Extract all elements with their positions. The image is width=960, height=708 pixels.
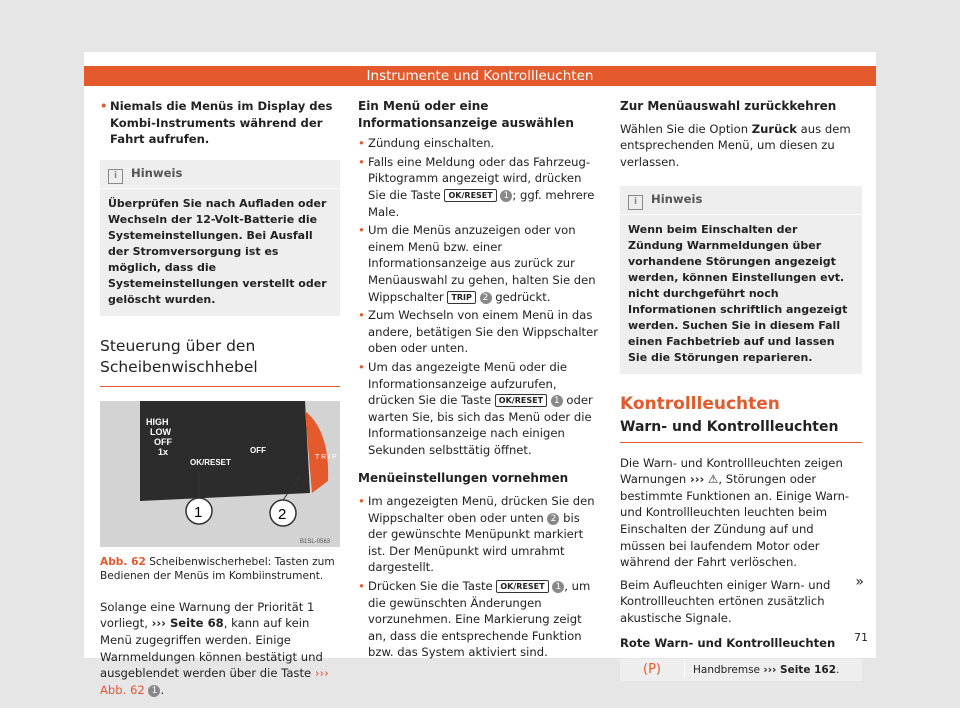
section-subtitle: Warn- und Kontrollleuchten	[620, 419, 862, 443]
note-body: Überprüfen Sie nach Aufladen oder Wechseln der 12-Volt-Batterie die Systemeinstellungen. Bei Ausfall der Stromversorgung ist es möglich, dass die Systemeinstellungen verstellt oder gelöscht wurden.	[108, 196, 327, 306]
fig-trip: T R I P	[315, 453, 337, 461]
column-right	[620, 98, 862, 681]
info-icon: i	[628, 195, 643, 210]
caption-text: Scheibenwischerhebel: Tasten zum Bedienen der Menüs im Kombiinstrument.	[100, 555, 335, 582]
trip-key-icon: TRIP	[447, 291, 475, 304]
note-box	[620, 186, 862, 374]
fig-1x: 1x	[158, 446, 169, 457]
list-item: • Falls eine Meldung oder das Fahrzeug-Piktogramm angezeigt wird, drücken Sie die Taste OK/RESET 1 ; ggf. mehrere Male.	[358, 154, 602, 220]
note-body: Wenn beim Einschalten der Zündung Warnmeldungen über vorhandene Störungen angezeigt werden, können Einstellungen evt. nicht durchgeführt noch Informationen schriftlich angezeigt werden. Suchen Sie in diesem Fall einen Fachbetrieb auf und lassen Sie die Störungen reparieren.	[628, 223, 848, 365]
fig-code: B1SL-0563	[300, 538, 331, 545]
section-title: Steuerung über den Scheibenwischhebel	[100, 336, 340, 387]
fig-low: LOW	[150, 426, 171, 437]
fig-callout-2: 2	[278, 505, 287, 523]
list-item: • Drücken Sie die Taste OK/RESET 1 , um die gewünschten Änderungen vorzunehmen. Eine Markierung zeigt an, dass die entsprechende Funktion bzw. das System aktiviert sind.	[358, 578, 602, 661]
callout-badge: 1	[148, 685, 160, 697]
note-title: Hinweis	[131, 165, 183, 180]
warning-triangle-icon: ⚠	[708, 472, 719, 487]
page-link[interactable]: ››› Seite 68	[151, 616, 224, 631]
heading: Rote Warn- und Kontrollleuchten	[620, 635, 836, 650]
page-link[interactable]: ››› Seite 162	[763, 663, 837, 676]
warning-link[interactable]: ›››	[689, 472, 705, 487]
list-item: • Im angezeigten Menü, drücken Sie den Wippschalter oben oder unten 2 bis der gewünschte Menüpunkt markiert ist. Der Menüpunkt wird umrahmt dargestellt.	[358, 493, 602, 576]
list-item: • Zum Wechseln von einem Menü in das andere, betätigen Sie den Wippschalter oben oder unten.	[358, 307, 602, 357]
paragraph: Beim Aufleuchten einiger Warn- und Kontrollleuchten ertönen zusätzlich akustische Signale.	[620, 577, 831, 625]
column-middle	[358, 98, 602, 663]
note-box	[100, 160, 340, 316]
manual-page	[84, 52, 876, 697]
continue-icon: »	[855, 574, 864, 590]
okreset-key-icon: OK/RESET	[495, 394, 547, 407]
fig-off2: OFF	[250, 445, 266, 455]
wiper-lever-figure	[100, 401, 340, 547]
fig-high: HIGH	[146, 416, 169, 427]
caption-label: Abb. 62	[100, 555, 146, 568]
table-row: (P) Handbremse ››› Seite 162.	[620, 659, 862, 681]
fig-okreset: OK/RESET	[190, 457, 231, 467]
paragraph: Die Warn- und Kontrollleuchten zeigen Warnungen ››› ⚠, Störungen oder bestimmte Funktionen an. Einige Warn- und Kontrollleuchten leuchten beim Einschalten der Zündung auf und müssen bei laufendem Motor oder während der Fahrt verlöschen.	[620, 455, 850, 570]
figure-link[interactable]: ››› Abb. 62	[100, 666, 329, 697]
chapter-title: Kontrollleuchten	[620, 394, 780, 415]
paragraph: Wählen Sie die Option Zurück aus dem entsprechenden Menü, um diesen zu verlassen.	[620, 121, 851, 169]
wiper-lever-illustration	[100, 401, 340, 547]
fig-callout-1: 1	[194, 503, 203, 521]
okreset-key-icon: OK/RESET	[496, 580, 548, 593]
paragraph: Solange eine Warnung der Priorität 1 vorliegt, ››› Seite 68, kann auf kein Menü zugegriffen werden. Einige Warnmeldungen können bestätigt und ausgeblendet werden über die Taste ››› Abb. 62 1 .	[100, 599, 329, 697]
list-item: • Zündung einschalten.	[358, 135, 602, 152]
fig-off: OFF	[154, 436, 172, 447]
page-number: 71	[854, 631, 868, 644]
list-item: • Um das angezeigte Menü oder die Informationsanzeige aufzurufen, drücken Sie die Taste OK/RESET 1 oder warten Sie, bis sich das Menü oder die Informationsanzeige nach einigen Sekunden selbsttätig öffnet.	[358, 359, 602, 459]
note-title: Hinweis	[651, 192, 703, 207]
column-left	[100, 98, 340, 698]
okreset-key-icon: OK/RESET	[444, 189, 496, 202]
info-icon: i	[108, 169, 123, 184]
page-header: Instrumente und Kontrollleuchten	[84, 66, 876, 86]
heading: Ein Menü oder eine Informationsanzeige auswählen	[358, 99, 574, 130]
figure-caption	[100, 555, 340, 583]
parking-brake-icon: (P)	[643, 661, 661, 677]
list-item: • Um die Menüs anzuzeigen oder von einem Menü bzw. einer Informationsanzeige aus zurück zur Menüauswahl zu gehen, halten Sie den Wippschalter TRIP 2 gedrückt.	[358, 222, 602, 305]
heading: Zur Menüauswahl zurückkehren	[620, 99, 837, 113]
warning-text: • Niemals die Menüs im Display des Kombi-Instruments während der Fahrt aufrufen.	[100, 98, 340, 148]
heading: Menüeinstellungen vornehmen	[358, 471, 569, 486]
